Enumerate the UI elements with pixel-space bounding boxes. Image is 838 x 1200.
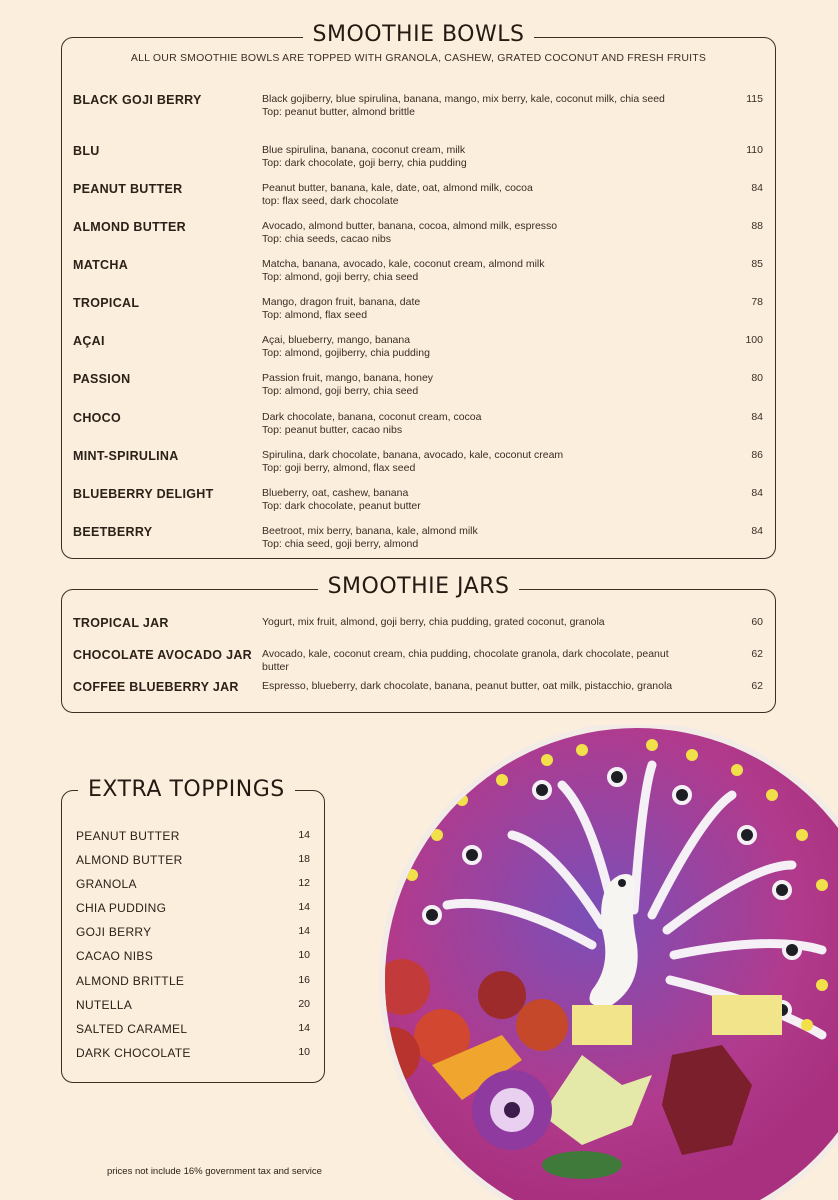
item-description: Spirulina, dark chocolate, banana, avocado, kale, coconut cream Top: goji berry, almond, flax seed (262, 449, 564, 474)
topping-price: 10 (298, 949, 310, 961)
item-description: Passion fruit, mango, banana, honey Top: almond, goji berry, chia seed (262, 372, 434, 397)
item-price: 84 (751, 182, 763, 194)
smoothie-bowl-photo (352, 725, 838, 1200)
topping-name: GOJI BERRY (76, 925, 152, 939)
item-description: Matcha, banana, avocado, kale, coconut cream, almond milk Top: almond, goji berry, chia seed (262, 258, 545, 283)
item-name: BLU (73, 144, 100, 158)
item-price: 88 (751, 220, 763, 232)
topping-name: SALTED CARAMEL (76, 1022, 188, 1036)
item-description: Avocado, almond butter, banana, cocoa, almond milk, espresso Top: chia seeds, cacao nibs (262, 220, 558, 245)
extra-toppings-title: EXTRA TOPPINGS (78, 777, 295, 802)
topping-name: PEANUT BUTTER (76, 829, 180, 843)
smoothie-bowls-subtitle: ALL OUR SMOOTHIE BOWLS ARE TOPPED WITH GRANOLA, CASHEW, GRATED COCONUT AND FRESH FRUITS (130, 52, 707, 64)
item-price: 84 (751, 411, 763, 423)
item-description: Açai, blueberry, mango, banana Top: almond, gojiberry, chia pudding (262, 334, 430, 359)
item-price: 85 (751, 258, 763, 270)
item-price: 62 (751, 680, 763, 692)
item-price: 84 (751, 487, 763, 499)
item-price: 86 (751, 449, 763, 461)
topping-price: 16 (298, 974, 310, 986)
item-price: 78 (751, 296, 763, 308)
item-name: COFFEE BLUEBERRY JAR (73, 680, 239, 694)
item-description: Espresso, blueberry, dark chocolate, banana, peanut butter, oat milk, pistacchio, granola (262, 680, 673, 692)
topping-price: 12 (298, 877, 310, 889)
smoothie-bowls-section (61, 22, 776, 559)
item-name: AÇAI (73, 334, 105, 348)
item-name: CHOCO (73, 411, 122, 425)
topping-price: 14 (298, 925, 310, 937)
item-name: BLUEBERRY DELIGHT (73, 487, 214, 501)
smoothie-jars-title: SMOOTHIE JARS (318, 574, 520, 599)
item-description: Yogurt, mix fruit, almond, goji berry, chia pudding, grated coconut, granola (262, 616, 605, 628)
topping-name: NUTELLA (76, 998, 133, 1012)
topping-price: 10 (298, 1046, 310, 1058)
topping-name: GRANOLA (76, 877, 137, 891)
item-price: 80 (751, 372, 763, 384)
topping-price: 14 (298, 829, 310, 841)
item-description: Blue spirulina, banana, coconut cream, milk Top: dark chocolate, goji berry, chia pudding (262, 144, 467, 169)
topping-price: 20 (298, 998, 310, 1010)
item-description: Mango, dragon fruit, banana, date Top: almond, flax seed (262, 296, 421, 321)
topping-name: ALMOND BRITTLE (76, 974, 185, 988)
item-price: 62 (751, 648, 763, 660)
item-name: PASSION (73, 372, 131, 386)
item-name: PEANUT BUTTER (73, 182, 183, 196)
topping-name: DARK CHOCOLATE (76, 1046, 191, 1060)
topping-price: 14 (298, 901, 310, 913)
item-name: BEETBERRY (73, 525, 153, 539)
item-name: ALMOND BUTTER (73, 220, 186, 234)
item-name: CHOCOLATE AVOCADO JAR (73, 648, 252, 662)
item-name: TROPICAL (73, 296, 140, 310)
item-name: BLACK GOJI BERRY (73, 93, 202, 107)
item-price: 115 (746, 93, 763, 105)
topping-name: ALMOND BUTTER (76, 853, 183, 867)
item-price: 110 (746, 144, 763, 156)
item-name: MATCHA (73, 258, 129, 272)
item-description: Avocado, kale, coconut cream, chia pudding, chocolate granola, dark chocolate, peanut butter (262, 648, 669, 673)
item-description: Dark chocolate, banana, coconut cream, cocoa Top: peanut butter, cacao nibs (262, 411, 482, 436)
item-name: MINT-SPIRULINA (73, 449, 179, 463)
item-description: Peanut butter, banana, kale, date, oat, almond milk, cocoa top: flax seed, dark chocolate (262, 182, 533, 207)
topping-price: 14 (298, 1022, 310, 1034)
smoothie-jars-section (61, 574, 776, 713)
item-description: Blueberry, oat, cashew, banana Top: dark chocolate, peanut butter (262, 487, 421, 512)
smoothie-bowls-title: SMOOTHIE BOWLS (303, 22, 535, 47)
item-description: Beetroot, mix berry, banana, kale, almond milk Top: chia seed, goji berry, almond (262, 525, 478, 550)
topping-name: CACAO NIBS (76, 949, 154, 963)
topping-price: 18 (298, 853, 310, 865)
tax-footnote: prices not include 16% government tax and service (107, 1166, 322, 1177)
item-price: 100 (745, 334, 763, 346)
topping-name: CHIA PUDDING (76, 901, 167, 915)
item-name: TROPICAL JAR (73, 616, 169, 630)
item-price: 84 (751, 525, 763, 537)
extra-toppings-section (61, 777, 325, 1083)
item-price: 60 (751, 616, 763, 628)
item-description: Black gojiberry, blue spirulina, banana, mango, mix berry, kale, coconut milk, chia seed Top: peanut butter, almond brittle (262, 93, 665, 118)
